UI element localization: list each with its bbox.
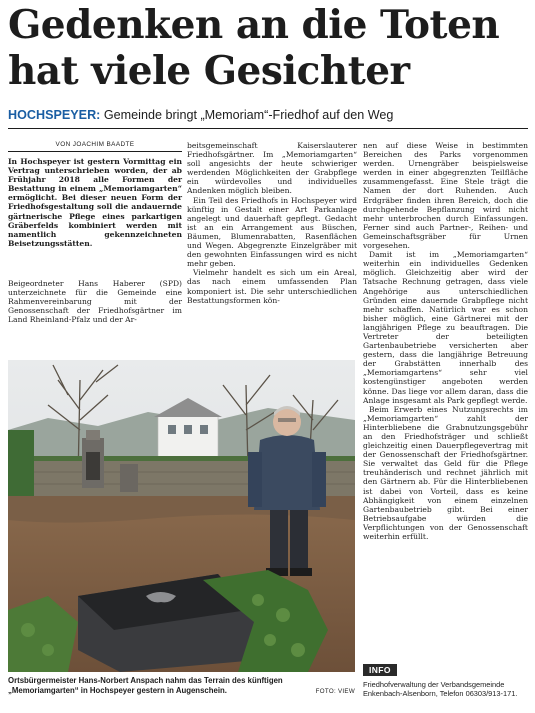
paragraph: Ein Teil des Friedhofs in Hochspeyer wird künftig in Gestalt einer Art Parkanlage angelegt und dauerhaft gepflegt. Gedacht ist an ein Arrangement aus Büschen, Bäumen, Blumenrabatten, Rasenflächen und Wegen. Abgegrenzte Einzelgräber mit den gewohnten Einfassungen wird es nicht mehr geben. [187,195,357,269]
paragraph: Beim Erwerb eines Nutzungsrechts im „Memoriamgarten“ zahlt der Hinterbliebene die Grabnutzungsgebühr an den Friedhofsträger und schließt gleichzeitig einen Dauerpflegevertrag mit der Genossenschaft der Friedhofsgärtner. Sie verwaltet das Geld für die Pflege treuhänderisch und rechnet jährlich mit den Gärtnern ab. Für die Hinterbliebenen ist dabei von Vorteil, dass es keine Abhängigkeit von einem einzelnen Gartenbaubetrieb gibt. Bei einer Betriebsaufgabe würden die Verpflichtungen von der Genossenschaft weiterhin erfüllt. [363,404,528,542]
paragraph: beitsgemeinschaft Kaiserslauterer Friedhofsgärtner. Im „Memoriamgarten“ soll angesichts der heute schwieriger werdenden Möglichkeiten der Grabpflege ein würdevolles und individuelles Andenken möglich bleiben. [187,141,357,196]
info-text: Friedhofverwaltung der Verbandsgemeinde Enkenbach-Alsenborn, Telefon 06303/913-171. [363,680,518,699]
paragraph: Vielmehr handelt es sich um ein Areal, das nach einem umfassenden Plan komponiert ist. Die sehr unterschiedlichen Bestattungsformen kön- [187,268,357,305]
info-label: INFO [363,664,397,676]
byline: VON JOACHIM BAADTE [55,141,135,148]
headline-line-1: Gedenken an die Toten [8,2,500,48]
byline-rule [8,151,182,152]
headline-line-2: hat viele Gesichter [8,48,410,94]
article-column-3 [363,141,528,541]
lead-paragraph: In Hochspeyer ist gestern Vormittag ein Vertrag unterschrieben worden, der ab Frühjahr 2018 alle Formen der Bestattung in einem „Memoriamgarten“ ermöglicht. Bei dieser neuen Form der Friedhofsgestaltung soll die andauernde gärtnerische Pflege eines parkartigen Gräberfelds kombiniert werden mit namentlich gekennzeichneten Beisetzungsstätten. [8,157,182,248]
paragraph: Beigeordneter Hans Haberer (SPD) unterzeichnete für die Gemeinde eine Rahmenvereinbarung mit der Genossenschaft der Friedhofsgärtner im Land Rheinland-Pfalz und der Ar- [8,279,182,325]
paragraph: Damit ist im „Memoriamgarten“ weiterhin ein individuelles Gedenken möglich. Gleichzeitig aber wird der Tatsache Rechnung getragen, dass viele Angehörige aus unterschiedlichen Gründen eine dauernde Grabpflege nicht mehr schaffen. Natürlich war es schon bisher möglich, eine Gärtnerei mit der langjährigen Pflege zu beauftragen. Die Vertreter der beteiligten Gartenbaubetriebe versicherten aber gestern, dass die langjährige Betreuung der Grabstätten innerhalb des „Memoriamgartens“ sehr viel kostengünstiger angeboten werden könne. Das liege vor allem daran, dass die Anlage insgesamt als Park gepflegt werde. [363,250,528,405]
paragraph: nen auf diese Weise in bestimmten Bereichen des Parks vorgenommen werden. Urnengräber beispielsweise werden in einer abgegrenzten Teilfläche zusammengefasst. Eine Stele trägt die Namen der dort Ruhenden. Auch Erdgräber finden ihren Bereich, doch die durchgehende Bepflanzung wird nicht mehr unterbrochen durch Einfassungen. Ferner sind auch Partner-, Reihen- und Gemeinschaftsgräber für Urnen vorgesehen. [363,141,528,251]
photo-credit: FOTO: VIEW [315,687,355,695]
article-photo [8,360,355,672]
subheadline [8,107,528,123]
top-rule [8,128,528,129]
article-column-1 [8,279,182,324]
info-box [363,658,528,698]
article-column-2 [187,141,357,305]
caption-text: Ortsbürgermeister Hans-Norbert Anspach nahm das Terrain des künftigen „Memoriamgarten“ in Hochspeyer gestern in Augenschein. [8,676,283,695]
subheadline-text: Gemeinde bringt „Memoriam“-Friedhof auf den Weg [103,108,394,122]
photo-caption [8,676,355,697]
location-kicker: HOCHSPEYER: [8,108,101,122]
headline [8,2,528,94]
